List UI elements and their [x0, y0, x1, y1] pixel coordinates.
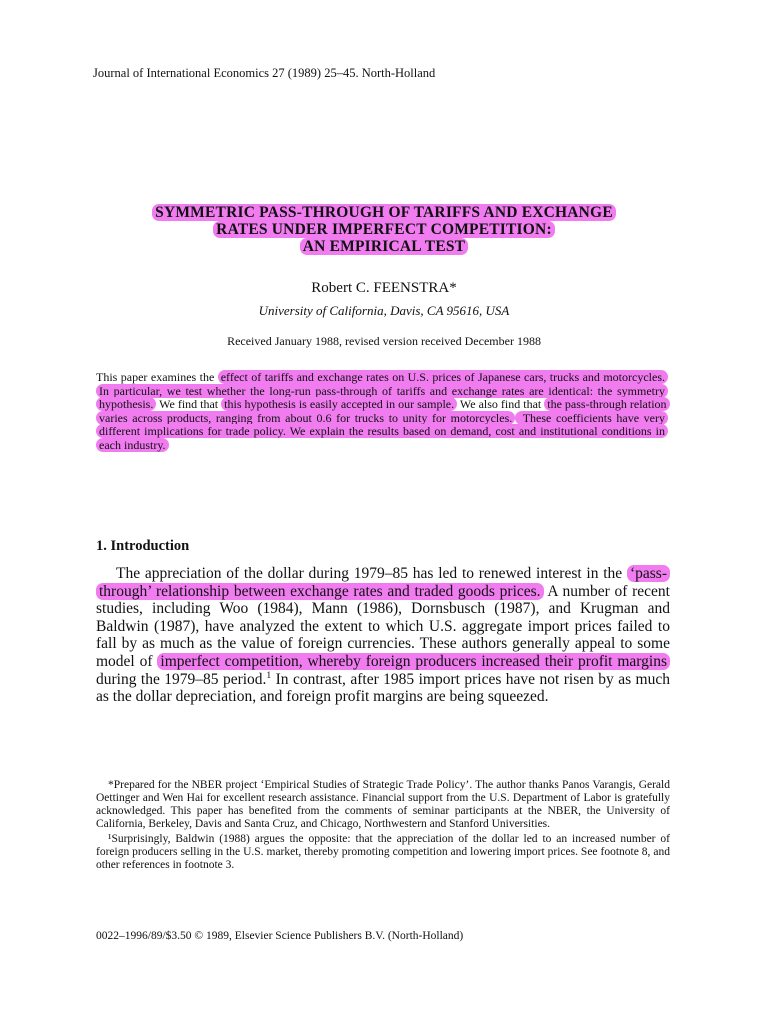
footnote-acknowledgement: *Prepared for the NBER project ‘Empirical Studies of Strategic Trade Policy’. The author thanks Panos Varangis, Gerald Oettinger and Wen Hai for excellent research assistance. Financial support from the U.S. Department of Labor is gratefully acknowledged. This paper has benefited from the comments of seminar participants at the NBER, the University of California, Berkeley, Davis and Santa Cruz, and Chicago, Northwestern and Stanford Universities.	[96, 779, 670, 830]
title-line-1: SYMMETRIC PASS-THROUGH OF TARIFFS AND EXCHANGE	[152, 204, 616, 221]
author-name: Robert C. FEENSTRA*	[311, 280, 457, 296]
abstract-segment: This paper examines the	[96, 370, 218, 384]
title-line-3: AN EMPIRICAL TEST	[300, 238, 468, 255]
footnote-marker: 1	[266, 669, 272, 681]
received-dates: Received January 1988, revised version received December 1988	[227, 334, 541, 348]
copyright-footer: 0022–1996/89/$3.50 © 1989, Elsevier Science Publishers B.V. (North-Holland)	[96, 930, 464, 942]
abstract-segment: We find that	[156, 397, 222, 411]
abstract-highlight: the pass-through relation varies across products, ranging from about 0.6 for trucks to unity for motorcycles.	[96, 397, 670, 425]
abstract-highlight: These coefficients have very different implications for trade policy. We explain the results based on demand, cost and institutional conditions in each industry.	[96, 411, 668, 452]
introduction-paragraph	[96, 565, 670, 706]
footnotes	[96, 779, 670, 872]
paper-title	[0, 204, 768, 255]
intro-highlight: imperfect competition, whereby foreign producers increased their profit margins	[157, 653, 670, 670]
abstract-segment: We also find that	[457, 397, 545, 411]
intro-highlight: ‘pass-through’ relationship between exchange rates and traded goods prices.	[96, 565, 670, 600]
title-line-2: RATES UNDER IMPERFECT COMPETITION:	[213, 221, 555, 238]
intro-segment: during the 1979–85 period.	[96, 670, 267, 688]
intro-segment: A number of recent studies, including Woo (1984), Mann (1986), Dornsbusch (1987), and Krugman and Baldwin (1987), have analyzed the extent to which U.S. aggregate import prices failed to fall by as much as the value of foreign currencies. These authors generally appeal to some model of	[96, 582, 670, 670]
intro-segment: In contrast, after 1985 import prices have not risen by as much as the dollar depreciation, and foreign profit margins are being squeezed.	[96, 670, 670, 706]
abstract-highlight: effect of tariffs and exchange rates on U.S. prices of Japanese cars, trucks and motorcycles. In particular, we test whether the long-run pass-through of tariffs and exchange rates are identical: the symmetry hypothesis.	[96, 370, 668, 411]
abstract	[96, 371, 668, 452]
abstract-highlight: this hypothesis is easily accepted in our sample.	[221, 397, 457, 411]
intro-segment: The appreciation of the dollar during 1979–85 has led to renewed interest in the	[116, 565, 627, 582]
footnote-1: ¹Surprisingly, Baldwin (1988) argues the opposite: that the appreciation of the dollar led to an increased number of foreign producers selling in the U.S. market, thereby promoting competition and lowering import prices. See footnote 8, and other references in footnote 3.	[96, 833, 670, 871]
author-affiliation: University of California, Davis, CA 95616, USA	[258, 303, 510, 318]
journal-citation: Journal of International Economics 27 (1989) 25–45. North-Holland	[93, 66, 436, 80]
section-heading: 1. Introduction	[96, 538, 190, 554]
